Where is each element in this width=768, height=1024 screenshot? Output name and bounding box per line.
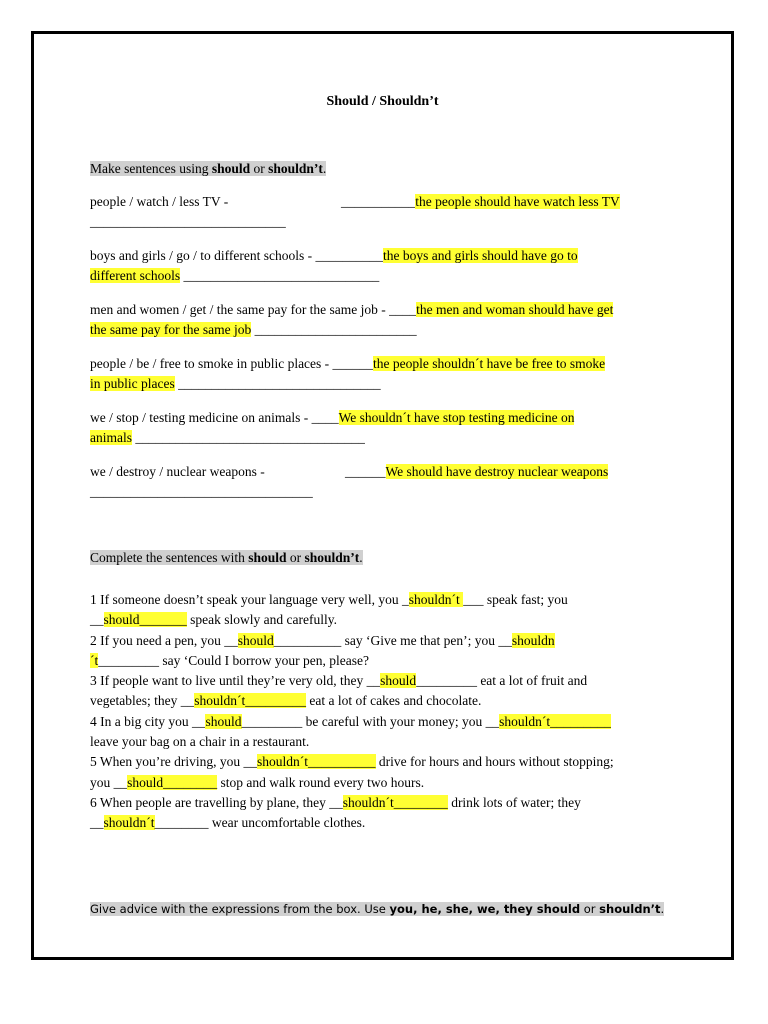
sentence-line: ´t_________ say ‘Could I borrow your pen, please? xyxy=(90,652,369,668)
sentence-line: vegetables; they __shouldn´t_________ eat a lot of cakes and chocolate. xyxy=(90,693,482,709)
exercise-prompt: men and women / get / the same pay for the same job - ____the men and woman should have get xyxy=(90,302,614,317)
sentence-line: 1 If someone doesn’t speak your language very well, you _shouldn´t ___ speak fast; you xyxy=(90,592,568,607)
sentence-line: __should_______ speak slowly and carefully. xyxy=(90,612,337,628)
section1-instruction: Make sentences using should or shouldn’t. xyxy=(90,161,327,176)
exercise-prompt: we / destroy / nuclear weapons - xyxy=(90,464,265,479)
exercise-answer: animals __________________________________ xyxy=(90,430,365,445)
exercise-answer: the same pay for the same job ________________________ xyxy=(90,322,417,337)
exercise-answer: in public places ______________________________ xyxy=(90,376,381,391)
sentence-line: __shouldn´t________ wear uncomfortable clothes. xyxy=(90,815,366,831)
exercise-prompt: people / be / free to smoke in public places - ______the people shouldn´t have be free to smoke xyxy=(90,356,606,371)
exercise-prompt: we / stop / testing medicine on animals - ____We shouldn´t have stop testing medicine on xyxy=(90,410,575,425)
section3-instruction: Give advice with the expressions from the box. Use you, he, she, we, they should or shouldn’t. xyxy=(90,902,665,916)
section2-instruction: Complete the sentences with should or shouldn’t. xyxy=(90,550,363,565)
sentence-line: 3 If people want to live until they’re very old, they __should_________ eat a lot of fruit and xyxy=(90,673,588,689)
sentence-line: 5 When you’re driving, you __shouldn´t__________ drive for hours and hours without stopping; xyxy=(90,754,614,770)
answer-blank: _____________________________ xyxy=(90,214,286,229)
answer-blank: _________________________________ xyxy=(90,484,313,499)
exercise-prompt: people / watch / less TV - xyxy=(90,194,229,209)
sentence-line: leave your bag on a chair in a restaurant. xyxy=(90,734,310,750)
page-title: Should / Shouldn’t xyxy=(326,94,439,109)
worksheet-page xyxy=(31,31,734,960)
sentence-line: 6 When people are travelling by plane, they __shouldn´t________ drink lots of water; they xyxy=(90,794,581,810)
sentence-line: 4 In a big city you __should_________ be careful with your money; you __shouldn´t_________ xyxy=(90,713,611,729)
sentence-line: you __should________ stop and walk round every two hours. xyxy=(90,774,425,790)
sentence-line: 2 If you need a pen, you __should__________ say ‘Give me that pen’; you __shouldn xyxy=(90,632,555,648)
exercise-answer: ___________the people should have watch less TV xyxy=(341,194,620,209)
exercise-answer: different schools _____________________________ xyxy=(90,268,380,283)
sentence-completion-list xyxy=(90,590,680,834)
exercise-answer: ______We should have destroy nuclear weapons xyxy=(345,464,609,479)
exercise-prompt: boys and girls / go / to different schools - __________the boys and girls should have go to xyxy=(90,248,578,263)
